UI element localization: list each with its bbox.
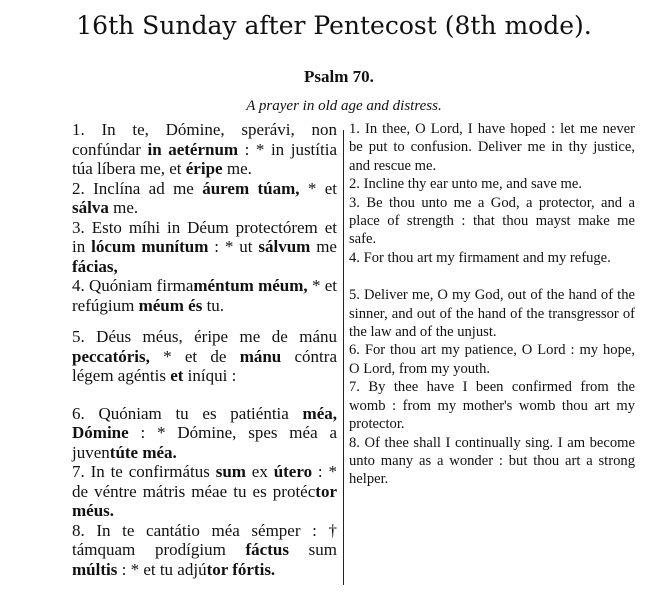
bold-accent-syllable: sum xyxy=(215,462,246,481)
verse-spacer xyxy=(349,267,635,286)
english-column xyxy=(349,120,635,489)
bold-accent-syllable: sálvum xyxy=(258,237,311,256)
psalm-subtitle: A prayer in old age and distress. xyxy=(246,98,442,114)
english-verse-8: 8. Of thee shall I continually sing. I am become unto many as a wonder : but thou art a strong helper. xyxy=(349,434,635,488)
latin-verse-1: 1. In te, Dómine, sperávi, non confúndar in aetérnum : * in justítia túa líbera me, et éripe me. xyxy=(72,120,337,178)
bold-accent-syllable: éripe xyxy=(185,159,223,178)
bold-accent-syllable: méum és xyxy=(138,295,203,315)
latin-verse-6: 6. Quóniam tu es patiéntia méa, Dómine : * Dómine, spes méa a juventúte méa. xyxy=(72,403,337,462)
bold-accent-syllable: áurem túam, xyxy=(202,178,300,198)
latin-verse-5: 5. Déus méus, éripe me de mánu peccatóris, * et de mánu cóntra légem agéntis et iníqui : xyxy=(72,327,337,385)
english-verse-1: 1. In thee, O Lord, I have hoped : let me never be put to confusion. Deliver me in thy justice, and rescue me. xyxy=(349,121,635,174)
bold-accent-syllable: túte méa. xyxy=(109,442,177,462)
bold-accent-syllable: fáctus xyxy=(245,540,289,559)
latin-verse-8: 8. In te cantátio méa sémper : † támquam prodígium fáctus sum múltis : * et tu adjútor fórtis. xyxy=(72,520,337,579)
latin-verse-7: 7. In te confirmátus sum ex útero : * de véntre mátris méae tu es protéctor méus. xyxy=(72,462,337,520)
bold-accent-syllable: múltis xyxy=(72,559,118,579)
english-verse-4: 4. For thou art my firmament and my refuge. xyxy=(349,249,611,266)
verse-spacer xyxy=(72,315,337,327)
bold-accent-syllable: sálva xyxy=(72,198,109,217)
english-verse-3: 3. Be thou unto me a God, a protector, and a place of strength : that thou mayst make me safe. xyxy=(349,194,635,248)
bold-accent-syllable: útero xyxy=(273,462,313,481)
page-title: 16th Sunday after Pentecost (8th mode). xyxy=(76,11,592,40)
english-verse-7: 7. By thee have I been confirmed from the womb : from my mother's womb thou art my protector. xyxy=(349,379,635,433)
verse-spacer xyxy=(72,386,337,404)
bold-accent-syllable: in aetérnum xyxy=(147,139,239,159)
bold-accent-syllable: lócum munítum xyxy=(91,237,209,256)
english-verse-5: 5. Deliver me, O my God, out of the hand of the sinner, and out of the hand of the transgressor of the law and of the unjust. xyxy=(349,287,635,341)
english-verse-2: 2. Incline thy ear unto me, and save me. xyxy=(349,176,583,193)
latin-verse-4: 4. Quóniam firmaméntum méum, * et refúgium méum és tu. xyxy=(72,276,337,315)
bold-accent-syllable: tor fórtis. xyxy=(206,559,276,579)
latin-verse-3: 3. Esto míhi in Déum protectórem et in lócum munítum : * ut sálvum me fácias, xyxy=(72,217,337,276)
latin-column xyxy=(72,120,337,579)
english-verse-6: 6. For thou art my patience, O Lord : my hope, O Lord, from my youth. xyxy=(349,342,635,377)
bold-accent-syllable: et xyxy=(170,366,184,385)
latin-verse-2: 2. Inclína ad me áurem túam, * et sálva me. xyxy=(72,178,337,217)
bold-accent-syllable: tor méus. xyxy=(72,481,337,520)
psalm-heading: Psalm 70. xyxy=(304,67,374,86)
bold-accent-syllable: peccatóris, xyxy=(72,346,150,366)
bold-accent-syllable: méa, Dómine xyxy=(72,403,337,442)
bold-accent-syllable: méntum méum, xyxy=(193,276,308,295)
bold-accent-syllable: mánu xyxy=(239,346,282,366)
bold-accent-syllable: fácias, xyxy=(72,256,118,276)
column-divider xyxy=(343,130,344,585)
